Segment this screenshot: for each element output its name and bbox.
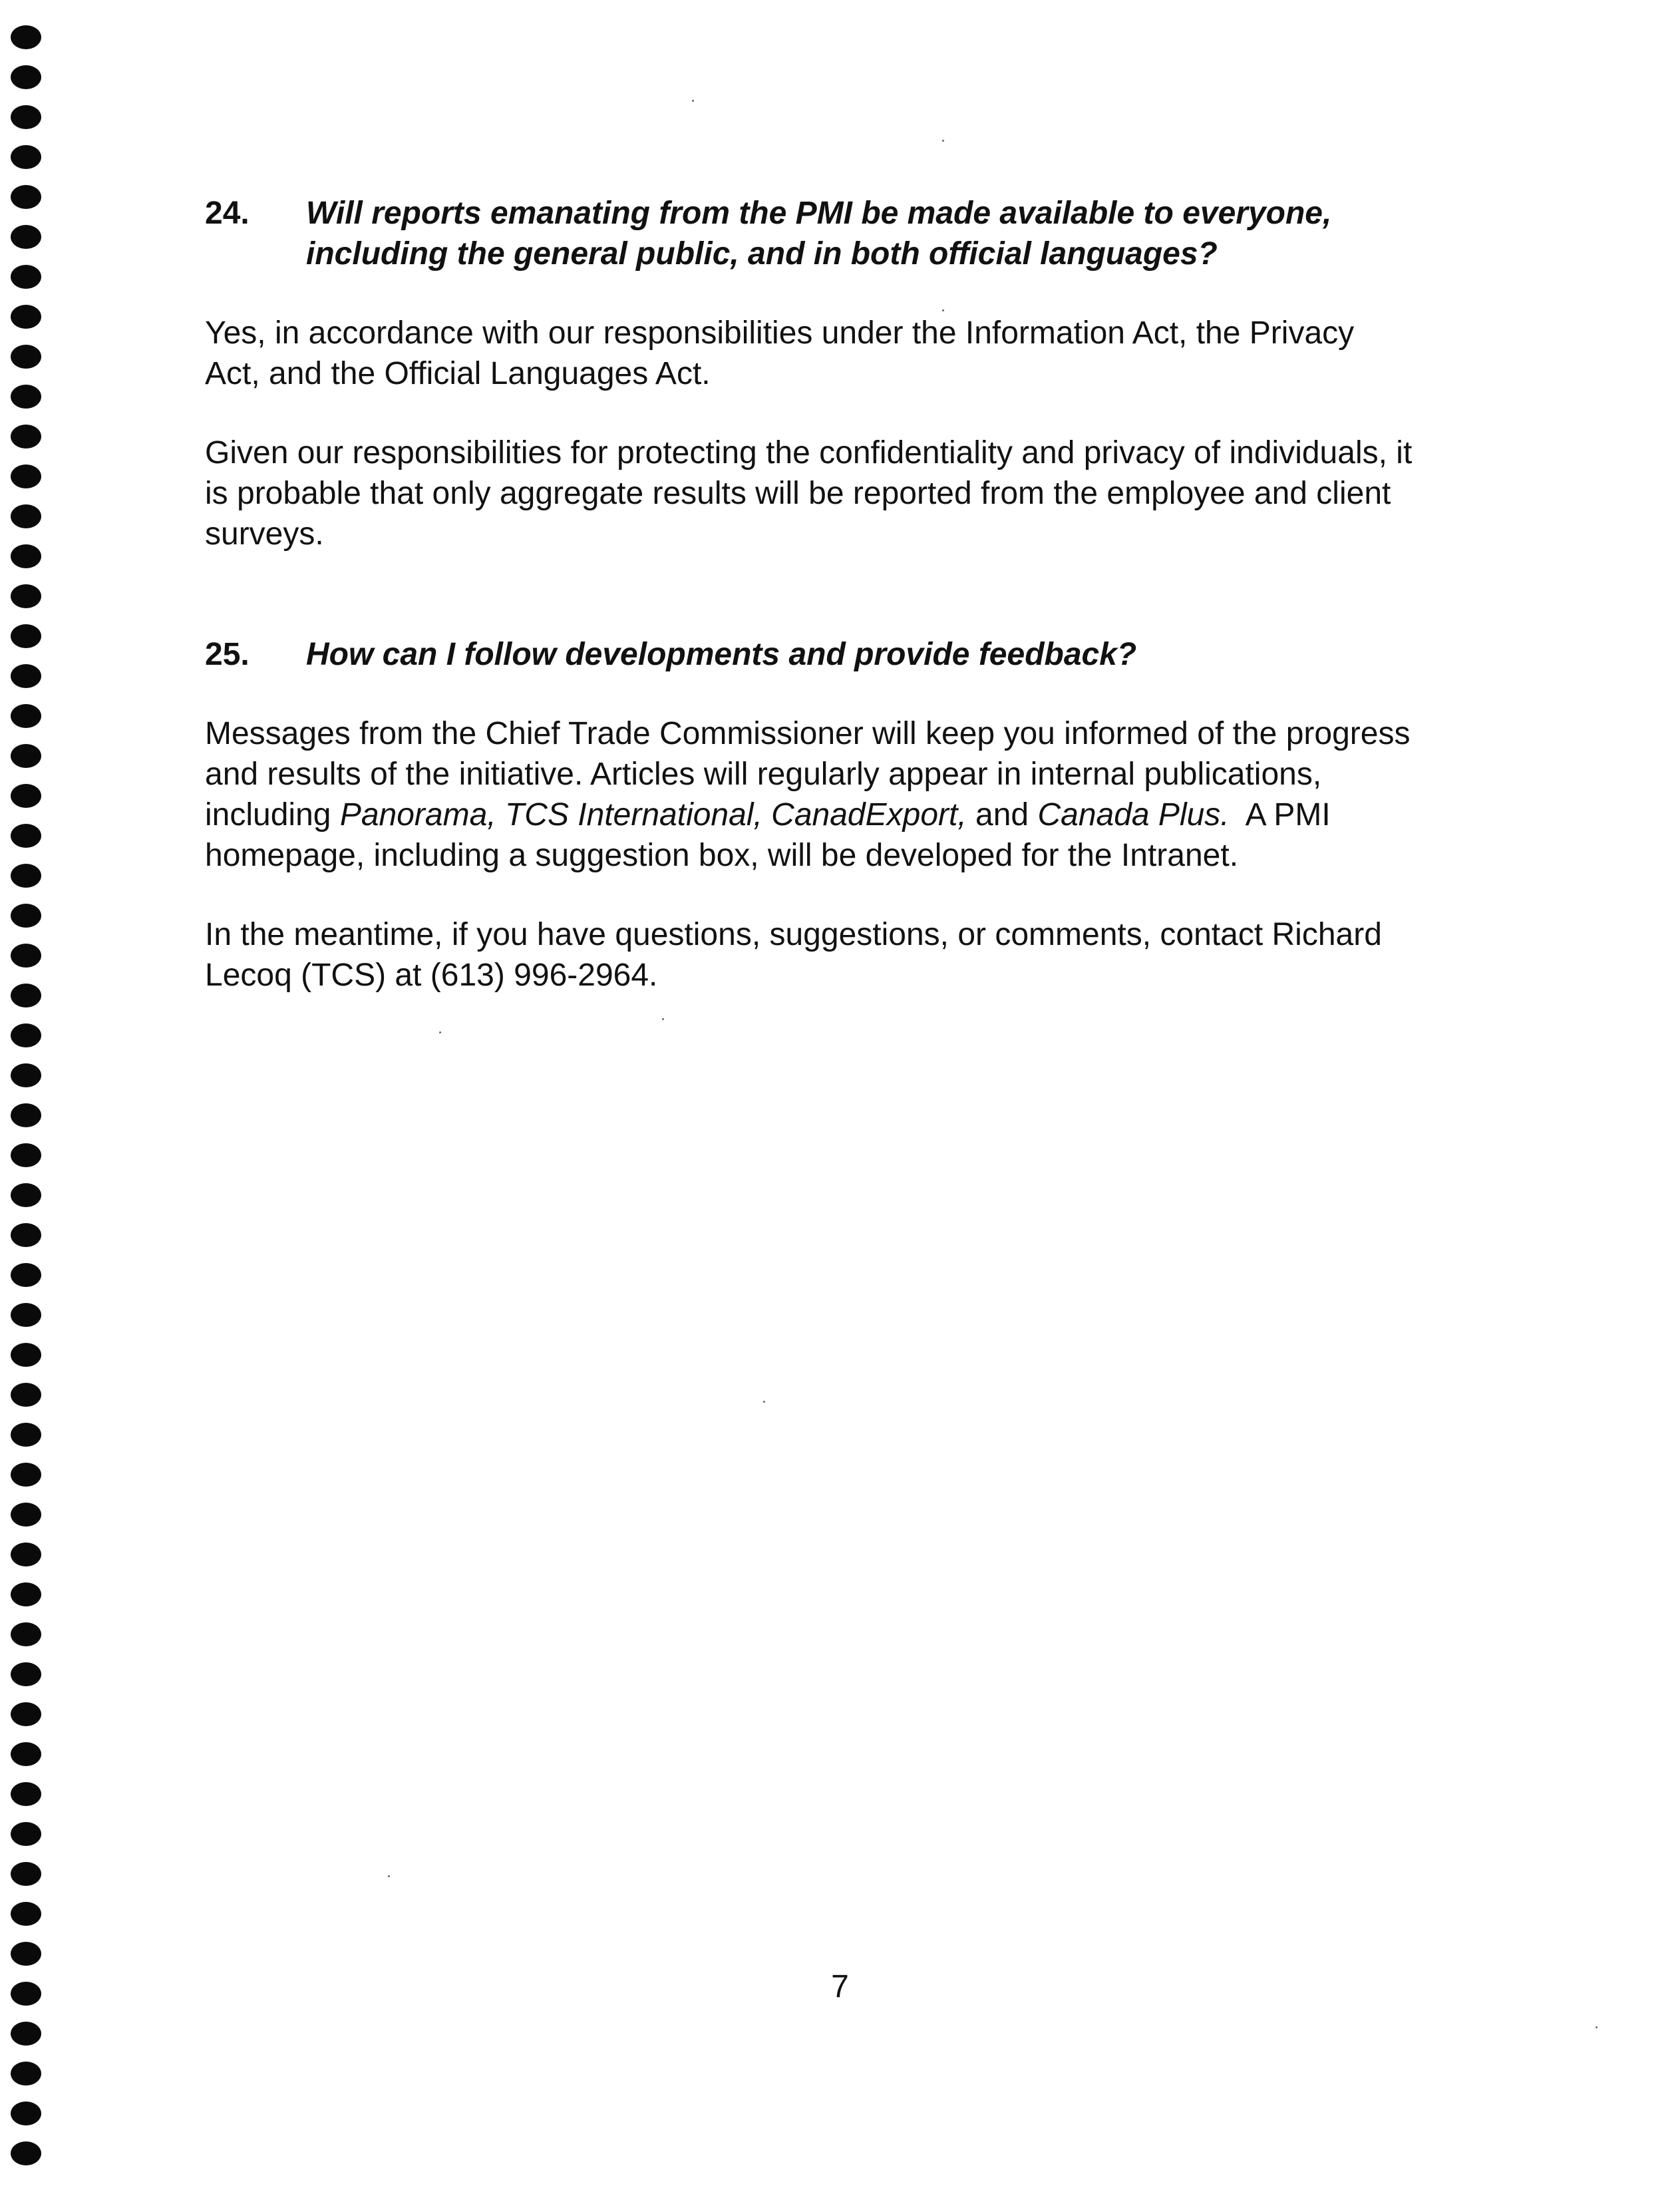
- binding-holes: [0, 0, 53, 2196]
- binding-hole: [11, 1463, 41, 1487]
- binding-hole: [11, 2141, 41, 2165]
- publication-title: TCS International,: [504, 797, 762, 832]
- binding-hole: [11, 2022, 41, 2046]
- binding-hole: [11, 784, 41, 808]
- answer-24-paragraph-2: Given our responsibilities for protecting the confidentiality and privacy of individuals, it is probable that only aggregate results will be reported from the employee and client surveys.: [205, 435, 1413, 552]
- binding-hole: [11, 1942, 41, 1966]
- binding-hole: [11, 824, 41, 848]
- binding-hole: [11, 1303, 41, 1327]
- binding-hole: [11, 105, 41, 129]
- binding-hole: [11, 984, 41, 1007]
- answer-24-paragraph-1: Yes, in accordance with our responsibilities under the Information Act, the Privacy Act, and the Official Languages Act.: [205, 315, 1355, 391]
- binding-hole: [11, 504, 41, 528]
- binding-hole: [11, 864, 41, 888]
- question-25: [205, 634, 1509, 675]
- binding-hole: [11, 2102, 41, 2125]
- scan-speck: [942, 140, 944, 142]
- binding-hole: [11, 624, 41, 648]
- binding-hole: [11, 1503, 41, 1527]
- binding-hole: [11, 1742, 41, 1766]
- question-number: 24.: [205, 196, 250, 231]
- scan-speck: [662, 1018, 664, 1020]
- scan-speck: [388, 1875, 390, 1877]
- binding-hole: [11, 1263, 41, 1287]
- binding-hole: [11, 944, 41, 968]
- question-text: How can I follow developments and provide feedback?: [306, 637, 1137, 672]
- question-24: [205, 193, 1509, 274]
- binding-hole: [11, 385, 41, 409]
- document-body: [205, 193, 1509, 996]
- binding-hole: [11, 664, 41, 688]
- binding-hole: [11, 2062, 41, 2086]
- scan-speck: [439, 1031, 441, 1033]
- binding-hole: [11, 1103, 41, 1127]
- binding-hole: [11, 1662, 41, 1686]
- binding-hole: [11, 1902, 41, 1926]
- binding-hole: [11, 1143, 41, 1167]
- binding-hole: [11, 25, 41, 49]
- binding-hole: [11, 305, 41, 329]
- binding-hole: [11, 584, 41, 608]
- binding-hole: [11, 1023, 41, 1047]
- scan-speck: [763, 1401, 765, 1403]
- binding-hole: [11, 225, 41, 249]
- binding-hole: [11, 1782, 41, 1806]
- binding-hole: [11, 1223, 41, 1247]
- publication-title: CanadExport,: [771, 797, 967, 832]
- binding-hole: [11, 145, 41, 169]
- binding-hole: [11, 425, 41, 449]
- publication-title: Canada Plus.: [1037, 797, 1230, 832]
- binding-hole: [11, 544, 41, 568]
- binding-hole: [11, 904, 41, 928]
- publication-title: Panorama,: [339, 797, 496, 832]
- answer-25-paragraph-2: In the meantime, if you have questions, suggestions, or comments, contact Richard Lecoq (TCS) at (613) 996-2964.: [205, 917, 1382, 993]
- binding-hole: [11, 185, 41, 209]
- page-number: 7: [831, 1969, 849, 2004]
- scan-speck: [942, 309, 944, 311]
- answer-25-paragraph-1: Messages from the Chief Trade Commissioner will keep you informed of the progress and results of the initiative. Articles will regularly appear in internal publications, including Panorama, TCS International, CanadExport, and Canada Plus. A PMI homepage, including a suggestion box, will be developed for the Intranet.: [205, 716, 1411, 873]
- binding-hole: [11, 1702, 41, 1726]
- binding-hole: [11, 1423, 41, 1447]
- binding-hole: [11, 1383, 41, 1407]
- binding-hole: [11, 1183, 41, 1207]
- scan-speck: [692, 100, 694, 102]
- binding-hole: [11, 1822, 41, 1846]
- binding-hole: [11, 1862, 41, 1886]
- binding-hole: [11, 65, 41, 89]
- question-text: Will reports emanating from the PMI be made available to everyone, including the general public, and in both official languages?: [306, 196, 1332, 272]
- binding-hole: [11, 1582, 41, 1606]
- binding-hole: [11, 1063, 41, 1087]
- binding-hole: [11, 704, 41, 728]
- binding-hole: [11, 345, 41, 369]
- binding-hole: [11, 744, 41, 768]
- question-number: 25.: [205, 637, 250, 672]
- binding-hole: [11, 1343, 41, 1367]
- binding-hole: [11, 1543, 41, 1566]
- scan-speck: [1596, 2026, 1597, 2028]
- binding-hole: [11, 464, 41, 488]
- binding-hole: [11, 1622, 41, 1646]
- binding-hole: [11, 265, 41, 289]
